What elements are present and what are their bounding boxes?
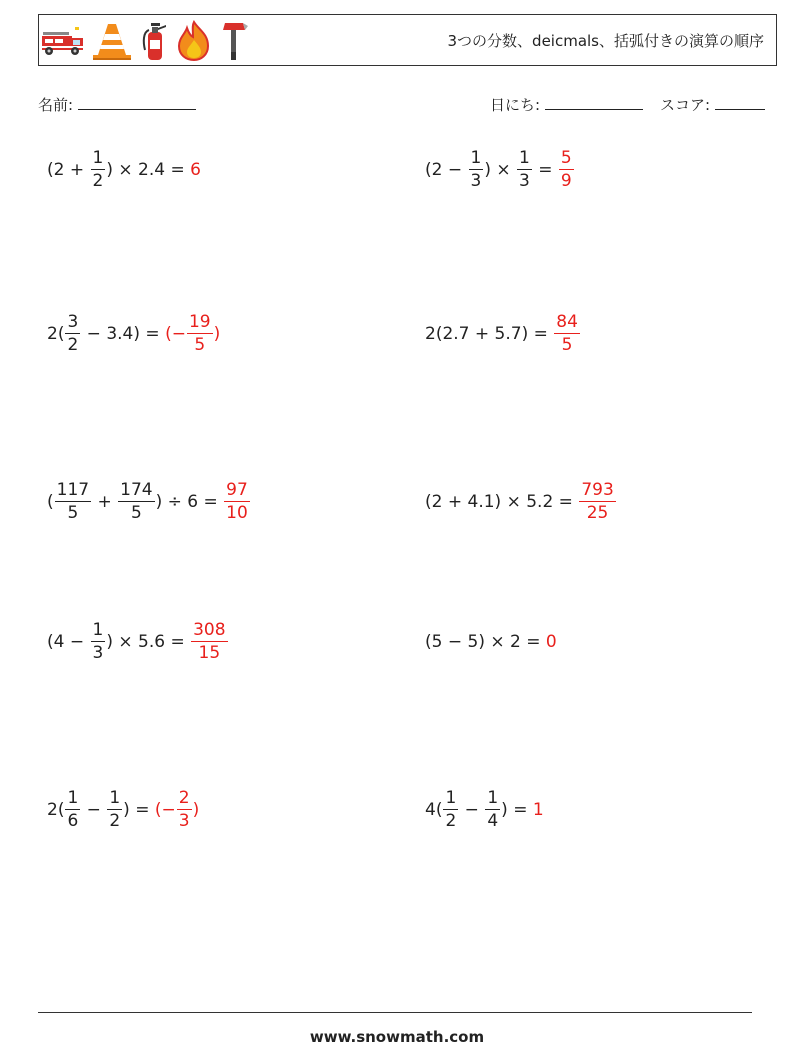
fraction-numerator: 1 — [445, 788, 457, 808]
fraction-numerator: 5 — [560, 148, 572, 168]
fraction-denominator: 2 — [109, 811, 121, 831]
expression-text: ) = — [123, 800, 155, 820]
fraction-numerator: 174 — [120, 480, 153, 500]
problem-1 — [47, 140, 201, 200]
name-field — [38, 94, 196, 115]
expression-text: ) = — [501, 800, 533, 820]
answer — [533, 800, 544, 820]
fraction-denominator: 3 — [92, 643, 104, 663]
expression-text: ) — [192, 800, 200, 820]
fraction-denominator: 3 — [519, 171, 530, 191]
problem-7 — [47, 612, 229, 672]
answer — [190, 160, 201, 180]
problem-6 — [425, 472, 617, 532]
fraction-numerator: 3 — [67, 312, 79, 332]
date-label: 日にち: — [490, 96, 541, 114]
worksheet-header — [38, 14, 777, 66]
fraction-denominator: 5 — [130, 503, 142, 523]
fraction — [107, 790, 122, 830]
answer — [223, 482, 251, 522]
expression-text: (2 + 4.1) × 5.2 = — [425, 492, 579, 512]
fraction-denominator: 5 — [194, 335, 206, 355]
answer — [190, 622, 228, 662]
fraction-numerator: 1 — [470, 148, 482, 168]
problem-3 — [47, 304, 220, 364]
fraction — [579, 482, 615, 522]
expression-text: 1 — [532, 800, 544, 820]
fraction — [118, 482, 154, 522]
expression-text: − — [81, 800, 107, 820]
date-field — [490, 94, 643, 115]
footer-url: www.snowmath.com — [309, 1028, 485, 1046]
score-field — [660, 94, 765, 115]
fraction-denominator: 3 — [178, 811, 190, 831]
fraction — [469, 150, 484, 190]
expression-text: (4 − — [47, 632, 90, 652]
fraction — [224, 482, 250, 522]
answer — [165, 314, 220, 354]
footer-divider — [38, 1012, 752, 1013]
fraction — [177, 790, 192, 830]
fraction-denominator: 5 — [561, 335, 573, 355]
fraction-numerator: 84 — [556, 312, 578, 332]
expression-text: = — [532, 160, 558, 180]
expression-text: (2 + — [47, 160, 90, 180]
expression-text: (− — [165, 324, 186, 344]
traffic-cone-icon — [91, 21, 133, 61]
fraction — [517, 150, 532, 190]
expression-text: 2(2.7 + 5.7) = — [425, 324, 554, 344]
problem-2 — [425, 140, 575, 200]
fraction — [55, 482, 91, 522]
expression-text: ) ÷ 6 = — [155, 492, 224, 512]
expression-text: 2( — [47, 324, 65, 344]
fraction — [65, 314, 80, 354]
fraction-numerator: 117 — [56, 480, 90, 500]
answer — [546, 632, 557, 652]
fraction-numerator: 2 — [178, 788, 190, 808]
fraction — [187, 314, 213, 354]
answer — [553, 314, 581, 354]
fire-truck-icon — [41, 24, 85, 58]
fire-icon — [175, 20, 213, 62]
fraction-numerator: 97 — [226, 480, 248, 500]
fraction — [443, 790, 458, 830]
expression-text: ) — [213, 324, 221, 344]
fraction-denominator: 25 — [586, 503, 609, 523]
fire-extinguisher-icon — [139, 20, 169, 62]
expression-text: 0 — [545, 632, 557, 652]
header-icons — [41, 17, 249, 65]
name-blank[interactable] — [78, 95, 196, 110]
fraction-numerator: 1 — [519, 148, 530, 168]
name-label: 名前: — [38, 96, 74, 114]
expression-text: ) × — [484, 160, 517, 180]
fraction-denominator: 3 — [470, 171, 482, 191]
fraction — [559, 150, 574, 190]
fraction-numerator: 1 — [67, 788, 79, 808]
fraction-denominator: 15 — [198, 643, 221, 663]
expression-text: − 3.4) = — [81, 324, 166, 344]
expression-text: − — [459, 800, 485, 820]
problem-9 — [47, 780, 199, 840]
problem-5 — [47, 472, 251, 532]
fraction-numerator: 1 — [487, 788, 499, 808]
fraction-numerator: 1 — [92, 148, 104, 168]
fraction-numerator: 308 — [193, 620, 226, 640]
expression-text: (5 − 5) × 2 = — [425, 632, 546, 652]
expression-text: (2 − — [425, 160, 468, 180]
expression-text: (− — [154, 800, 176, 820]
fraction-denominator: 2 — [92, 171, 104, 191]
fraction-denominator: 2 — [445, 811, 457, 831]
fraction-numerator: 1 — [109, 788, 121, 808]
worksheet-title: 3つの分数、deicmals、括弧付きの演算の順序 — [447, 32, 764, 50]
fraction-denominator: 2 — [67, 335, 79, 355]
fraction — [65, 790, 80, 830]
score-blank[interactable] — [715, 95, 765, 110]
date-blank[interactable] — [545, 95, 643, 110]
fraction-denominator: 10 — [226, 503, 248, 523]
fire-axe-icon — [219, 20, 249, 62]
fraction-numerator: 1 — [92, 620, 104, 640]
problem-8 — [425, 612, 557, 672]
expression-text: ( — [47, 492, 54, 512]
fraction-denominator: 6 — [67, 811, 79, 831]
answer — [155, 790, 199, 830]
fraction — [485, 790, 500, 830]
fraction — [191, 622, 227, 662]
answer — [578, 482, 616, 522]
expression-text: 6 — [190, 160, 201, 180]
expression-text: 2( — [47, 800, 65, 820]
fraction-numerator: 19 — [188, 312, 211, 332]
fraction-numerator: 793 — [581, 480, 614, 500]
fraction-denominator: 5 — [67, 503, 79, 523]
fraction-denominator: 9 — [560, 171, 572, 191]
fraction — [91, 622, 106, 662]
expression-text: 4( — [425, 800, 443, 820]
expression-text: ) × 5.6 = — [106, 632, 191, 652]
expression-text: ) × 2.4 = — [106, 160, 191, 180]
problem-10 — [425, 780, 544, 840]
fraction-denominator: 4 — [487, 811, 499, 831]
problem-4 — [425, 304, 581, 364]
expression-text: + — [92, 492, 118, 512]
answer — [558, 150, 575, 190]
fraction — [554, 314, 580, 354]
fraction — [91, 150, 106, 190]
score-label: スコア: — [660, 96, 711, 114]
